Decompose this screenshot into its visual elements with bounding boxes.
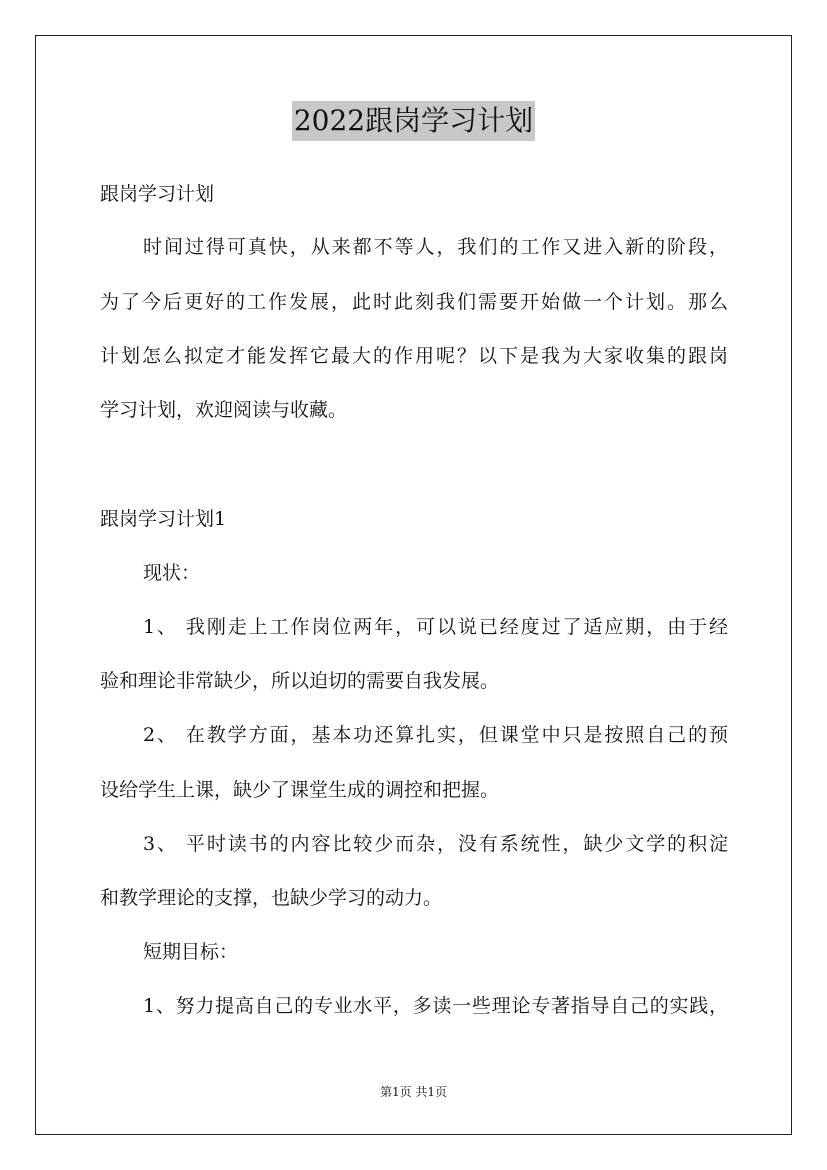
goal-heading: 短期目标： [143, 941, 239, 963]
item3-line-1: 3、 平时读书的内容比较少而杂，没有系统性，缺少文学的积淀 [143, 833, 728, 855]
document-title: 2022跟岗学习计划 [292, 101, 535, 141]
goal-item-1: 1、努力提高自己的专业水平，多读一些理论专著指导自己的实践， [143, 995, 728, 1017]
document-title-wrap [0, 101, 827, 141]
intro-line-3: 计划怎么拟定才能发挥它最大的作用呢？以下是我为大家收集的跟岗 [100, 345, 728, 367]
item3-line-2: 和教学理论的支撑，也缺少学习的动力。 [100, 887, 443, 909]
intro-line-4: 学习计划，欢迎阅读与收藏。 [100, 399, 348, 421]
item2-line-2: 设给学生上课，缺少了课堂生成的调控和把握。 [100, 779, 500, 801]
section-heading: 跟岗学习计划1 [100, 508, 227, 530]
item1-line-1: 1、 我刚走上工作岗位两年，可以说已经度过了适应期，由于经 [143, 616, 728, 638]
intro-line-2: 为了今后更好的工作发展，此时此刻我们需要开始做一个计划。那么 [100, 291, 728, 313]
status-heading: 现状： [143, 562, 201, 584]
document-subtitle: 跟岗学习计划 [100, 183, 215, 205]
intro-line-1: 时间过得可真快，从来都不等人，我们的工作又进入新的阶段， [143, 236, 728, 258]
page-number: 第1页 共1页 [379, 1085, 448, 1099]
item2-line-1: 2、 在教学方面，基本功还算扎实，但课堂中只是按照自己的预 [143, 724, 728, 746]
item1-line-2: 验和理论非常缺少，所以迫切的需要自我发展。 [100, 670, 500, 692]
